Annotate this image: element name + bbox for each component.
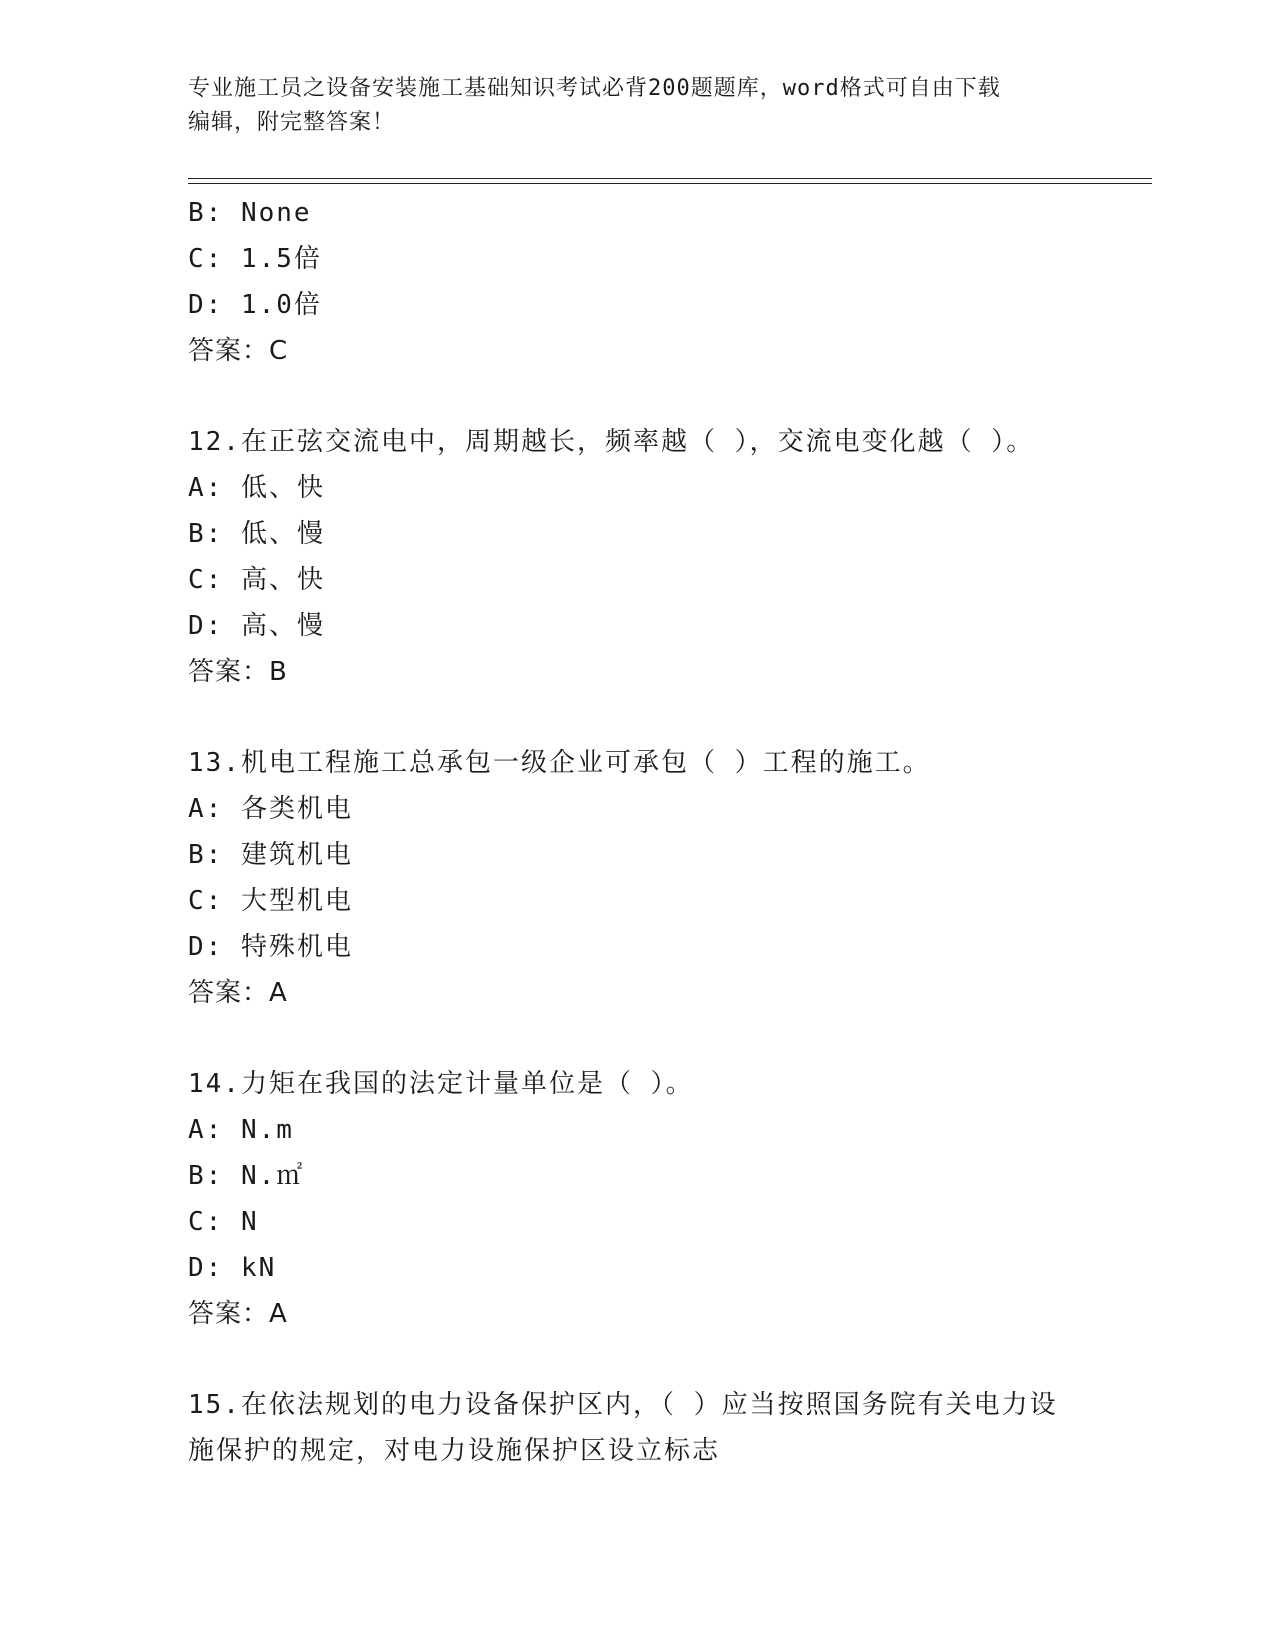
option-d: D: 高、慢 [188,611,325,641]
answer-line: 答案：C [188,336,289,366]
option-d: D: kN [188,1253,277,1283]
option-c: C: 1.5倍 [188,244,322,274]
answer-line: 答案：B [188,657,288,687]
answer-line: 答案：A [188,978,288,1008]
question-text: 15.在依法规划的电力设备保护区内，（ ）应当按照国务院有关电力设施保护的规定，对电力设施保护区设立标志 [188,1390,1058,1466]
question-13 [188,740,1088,1016]
question-15 [188,1382,1088,1474]
header-line-2: 编辑，附完整答案！ [188,110,396,135]
question-12 [188,419,1088,695]
option-b: B: N.㎡ [188,1161,305,1191]
option-b: B: None [188,198,312,228]
question-text: 12.在正弦交流电中，周期越长，频率越（ ），交流电变化越（ ）。 [188,427,1035,457]
header-rule-bottom [188,183,1152,184]
header-line-1: 专业施工员之设备安装施工基础知识考试必背200题题库，word格式可自由下载 [188,76,1001,101]
document-header [188,72,1088,140]
question-14 [188,1061,1088,1337]
header-rule-top [188,178,1152,179]
question-list [188,190,1088,1474]
option-b: B: 低、慢 [188,519,325,549]
option-b: B: 建筑机电 [188,840,353,870]
option-c: C: N [188,1207,259,1237]
option-c: C: 高、快 [188,565,325,595]
option-c: C: 大型机电 [188,886,353,916]
question-text: 13.机电工程施工总承包一级企业可承包（ ）工程的施工。 [188,748,931,778]
option-d: D: 1.0倍 [188,290,322,320]
option-a: A: N.m [188,1115,294,1145]
option-d: D: 特殊机电 [188,932,353,962]
answer-line: 答案：A [188,1299,288,1329]
option-a: A: 低、快 [188,473,325,503]
option-a: A: 各类机电 [188,794,353,824]
question-11-tail [188,190,1088,374]
question-text: 14.力矩在我国的法定计量单位是（ ）。 [188,1069,694,1099]
